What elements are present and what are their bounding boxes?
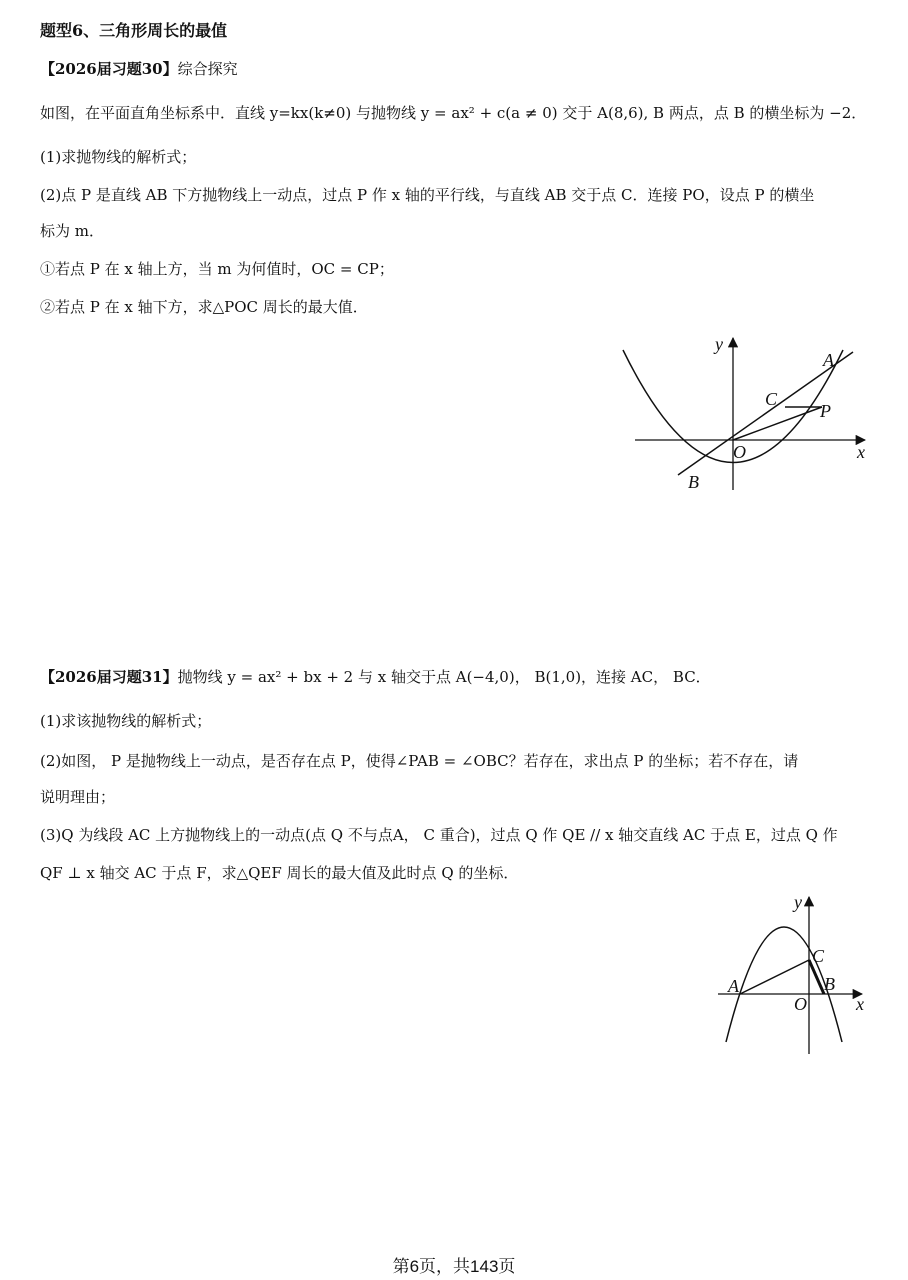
label-x: x — [856, 994, 864, 1014]
label-y: y — [715, 334, 723, 354]
label-a: A — [728, 976, 739, 996]
label-b: B — [824, 974, 835, 994]
problem-30-q2-line1: (2)点 P 是直线 AB 下方抛物线上一动点，过点 P 作 x 轴的平行线，与直线 AB 交于点 C．连接 PO，设点 P 的横坐 — [40, 186, 815, 204]
page-footer: 第6页，共143页 — [392, 1257, 516, 1276]
problem-31-q3-line1: (3)Q 为线段 AC 上方抛物线上的一动点(点 Q 不与点A， C 重合)，过点 Q 作 QE // x 轴交直线 AC 于点 E，过点 Q 作 — [40, 826, 838, 844]
problem-31-heading — [40, 666, 711, 687]
label-o: O — [733, 442, 746, 462]
label-x: x — [857, 442, 865, 462]
problem-31-q2-line2: 说明理由； — [40, 788, 116, 806]
problem-30-intro: 如图，在平面直角坐标系中．直线 y=kx(k≠0) 与抛物线 y = ax² + c(a ≠ 0) 交于 A(8,6), B 两点，点 B 的横坐标为 −2． — [40, 104, 867, 122]
problem-31-q3-line2: QF ⊥ x 轴交 AC 于点 F，求△QEF 周长的最大值及此时点 Q 的坐标． — [40, 864, 519, 882]
segment-po — [733, 407, 822, 440]
problem-30-q1: (1)求抛物线的解析式； — [40, 148, 197, 166]
label-p: P — [820, 401, 831, 421]
problem-30-q2-line2: 标为 m． — [40, 222, 104, 240]
label-y: y — [794, 892, 802, 912]
problem-31-q2-line1: (2)如图， P 是抛物线上一动点，是否存在点 P，使得∠PAB = ∠OBC？若存在，求出点 P 的坐标；若不存在，请 — [40, 752, 799, 770]
problem-30-tag: 【2026届习题30】 — [40, 60, 178, 78]
problem-30-figure — [615, 330, 875, 495]
label-c: C — [765, 389, 778, 409]
problem-30-q2-sub1: ①若点 P 在 x 轴上方，当 m 为何值时，OC = CP； — [40, 260, 394, 278]
problem-31-q1: (1)求该抛物线的解析式； — [40, 712, 212, 730]
label-a: A — [823, 350, 834, 370]
label-o: O — [794, 994, 807, 1014]
problem-31-figure — [712, 892, 872, 1057]
label-c: C — [812, 946, 825, 966]
problem-30-q2-sub2: ②若点 P 在 x 轴下方，求△POC 周长的最大值． — [40, 298, 368, 316]
label-b: B — [688, 472, 699, 492]
problem-30-heading — [40, 58, 238, 79]
problem-30-tag-suffix: 综合探究 — [177, 60, 238, 78]
problem-31-tag: 【2026届习题31】 — [40, 668, 178, 686]
problem-31-intro: 抛物线 y = ax² + bx + 2 与 x 轴交于点 A(−4,0)， B(1,0)，连接 AC， BC． — [177, 668, 711, 686]
section-title: 题型6、三角形周长的最值 — [40, 21, 228, 40]
